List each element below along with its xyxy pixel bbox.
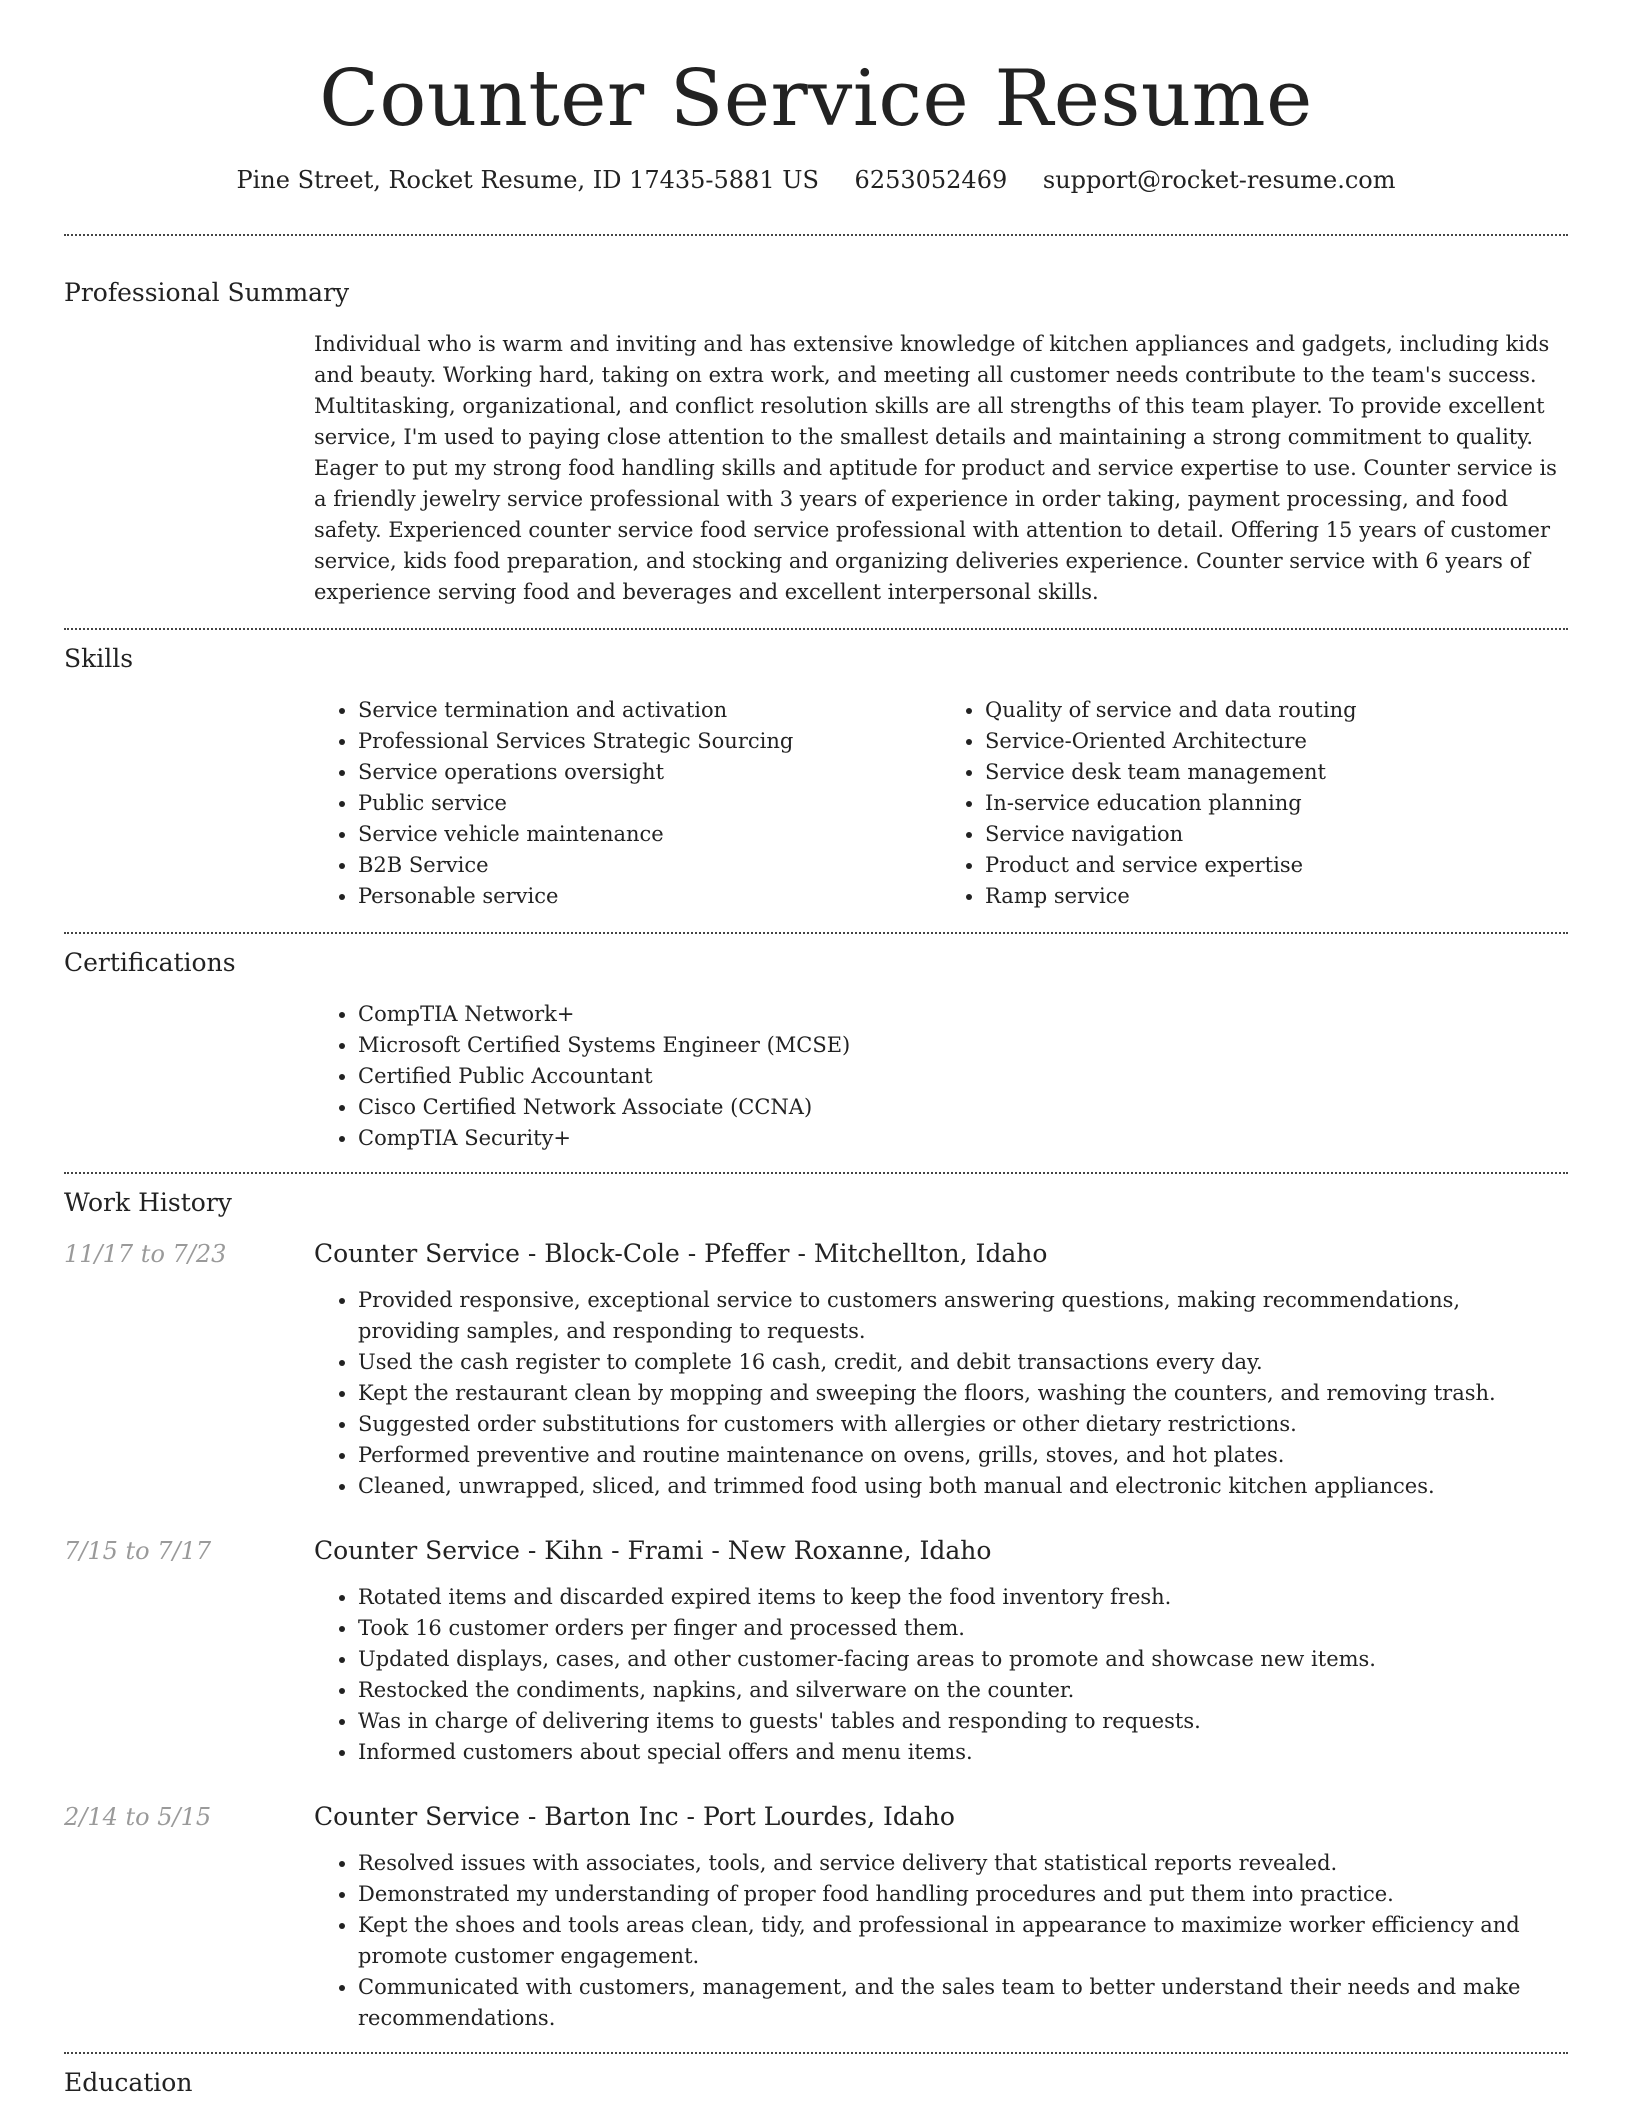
list-item: • In-service education planning — [985, 788, 1568, 819]
certifications-list — [314, 999, 1568, 1154]
skills-list — [314, 695, 1568, 912]
list-item: • Service vehicle maintenance — [358, 819, 941, 850]
contact-address: Pine Street, Rocket Resume, ID 17435-5881 US — [236, 166, 819, 194]
list-item: • Cleaned, unwrapped, sliced, and trimmed food using both manual and electronic kitchen appliances. — [358, 1471, 1568, 1502]
section-divider — [64, 932, 1568, 934]
section-divider — [64, 234, 1568, 236]
list-item: • Used the cash register to complete 16 cash, credit, and debit transactions every day. — [358, 1347, 1568, 1378]
list-item: • Kept the shoes and tools areas clean, tidy, and professional in appearance to maximize worker efficiency and promote customer engagement. — [358, 1910, 1568, 1972]
resume-title: Counter Service Resume — [319, 54, 1313, 144]
list-item: • Was in charge of delivering items to guests' tables and responding to requests. — [358, 1706, 1568, 1737]
list-item: • Suggested order substitutions for customers with allergies or other dietary restrictions. — [358, 1409, 1568, 1440]
job-entry — [64, 1802, 1568, 2034]
list-item: • Informed customers about special offers and menu items. — [358, 1737, 1568, 1768]
job-title: Counter Service - Block-Cole - Pfeffer - Mitchellton, Idaho — [314, 1239, 1048, 1268]
list-item: • Quality of service and data routing — [985, 695, 1568, 726]
section-divider — [64, 628, 1568, 630]
summary-text: Individual who is warm and inviting and has extensive knowledge of kitchen appliances and gadgets, including kids and beauty. Working hard, taking on extra work, and meeting all customer needs contribute to the team's success. Multitasking, organizational, and conflict resolution skills are all strengths of this team player. To provide excellent service, I'm used to paying close attention to the smallest details and maintaining a strong commitment to quality. Eager to put my strong food handling skills and aptitude for product and service expertise to use. Counter service is a friendly jewelry service professional with 3 years of experience in order taking, payment processing, and food safety. Experienced counter service food service professional with attention to detail. Offering 15 years of customer service, kids food preparation, and stocking and organizing deliveries experience. Counter service with 6 years of experience serving food and beverages and excellent interpersonal skills. — [314, 332, 1557, 604]
section-divider — [64, 1172, 1568, 1174]
list-item: • Resolved issues with associates, tools, and service delivery that statistical reports revealed. — [358, 1848, 1568, 1879]
summary-heading: Professional Summary — [64, 278, 350, 307]
list-item: • Product and service expertise — [985, 850, 1568, 881]
skills-column-left — [314, 695, 941, 912]
job-date: 2/14 to 5/15 — [64, 1803, 212, 1831]
contact-phone: 6253052469 — [854, 166, 1008, 194]
list-item: • Took 16 customer orders per finger and processed them. — [358, 1613, 1568, 1644]
list-item: • Updated displays, cases, and other customer-facing areas to promote and showcase new items. — [358, 1644, 1568, 1675]
list-item: • Service termination and activation — [358, 695, 941, 726]
job-date: 11/17 to 7/23 — [64, 1240, 227, 1268]
certifications-heading: Certifications — [64, 948, 236, 977]
work-history-heading: Work History — [64, 1188, 232, 1217]
list-item: • Restocked the condiments, napkins, and silverware on the counter. — [358, 1675, 1568, 1706]
job-entry — [64, 1239, 1568, 1502]
job-duties — [314, 1582, 1568, 1768]
list-item: • Service operations oversight — [358, 757, 941, 788]
job-title: Counter Service - Kihn - Frami - New Roxanne, Idaho — [314, 1536, 992, 1565]
job-title: Counter Service - Barton Inc - Port Lourdes, Idaho — [314, 1802, 955, 1831]
list-item: • Rotated items and discarded expired items to keep the food inventory fresh. — [358, 1582, 1568, 1613]
education-heading: Education — [64, 2068, 193, 2097]
list-item: • Demonstrated my understanding of proper food handling procedures and put them into practice. — [358, 1879, 1568, 1910]
resume-page — [64, 0, 1568, 2097]
list-item: • Communicated with customers, management, and the sales team to better understand their needs and make recommendations. — [358, 1972, 1568, 2034]
list-item: • B2B Service — [358, 850, 941, 881]
skills-heading: Skills — [64, 644, 134, 673]
list-item: • CompTIA Security+ — [358, 1123, 1568, 1154]
list-item: • Service navigation — [985, 819, 1568, 850]
list-item: • Public service — [358, 788, 941, 819]
list-item: • Ramp service — [985, 881, 1568, 912]
job-date: 7/15 to 7/17 — [64, 1537, 212, 1565]
section-divider — [64, 2052, 1568, 2054]
skills-column-right — [941, 695, 1568, 912]
list-item: • Performed preventive and routine maintenance on ovens, grills, stoves, and hot plates. — [358, 1440, 1568, 1471]
contact-line — [64, 166, 1568, 194]
list-item: • Service-Oriented Architecture — [985, 726, 1568, 757]
contact-email: support@rocket-resume.com — [1042, 166, 1396, 194]
job-duties — [314, 1285, 1568, 1502]
list-item: • Kept the restaurant clean by mopping and sweeping the floors, washing the counters, and removing trash. — [358, 1378, 1568, 1409]
job-duties — [314, 1848, 1568, 2034]
job-entry — [64, 1536, 1568, 1768]
list-item: • Service desk team management — [985, 757, 1568, 788]
list-item: • CompTIA Network+ — [358, 999, 1568, 1030]
list-item: • Personable service — [358, 881, 941, 912]
list-item: • Certified Public Accountant — [358, 1061, 1568, 1092]
list-item: • Provided responsive, exceptional service to customers answering questions, making recommendations, providing samples, and responding to requests. — [358, 1285, 1568, 1347]
list-item: • Professional Services Strategic Sourcing — [358, 726, 941, 757]
list-item: • Cisco Certified Network Associate (CCNA) — [358, 1092, 1568, 1123]
list-item: • Microsoft Certified Systems Engineer (MCSE) — [358, 1030, 1568, 1061]
